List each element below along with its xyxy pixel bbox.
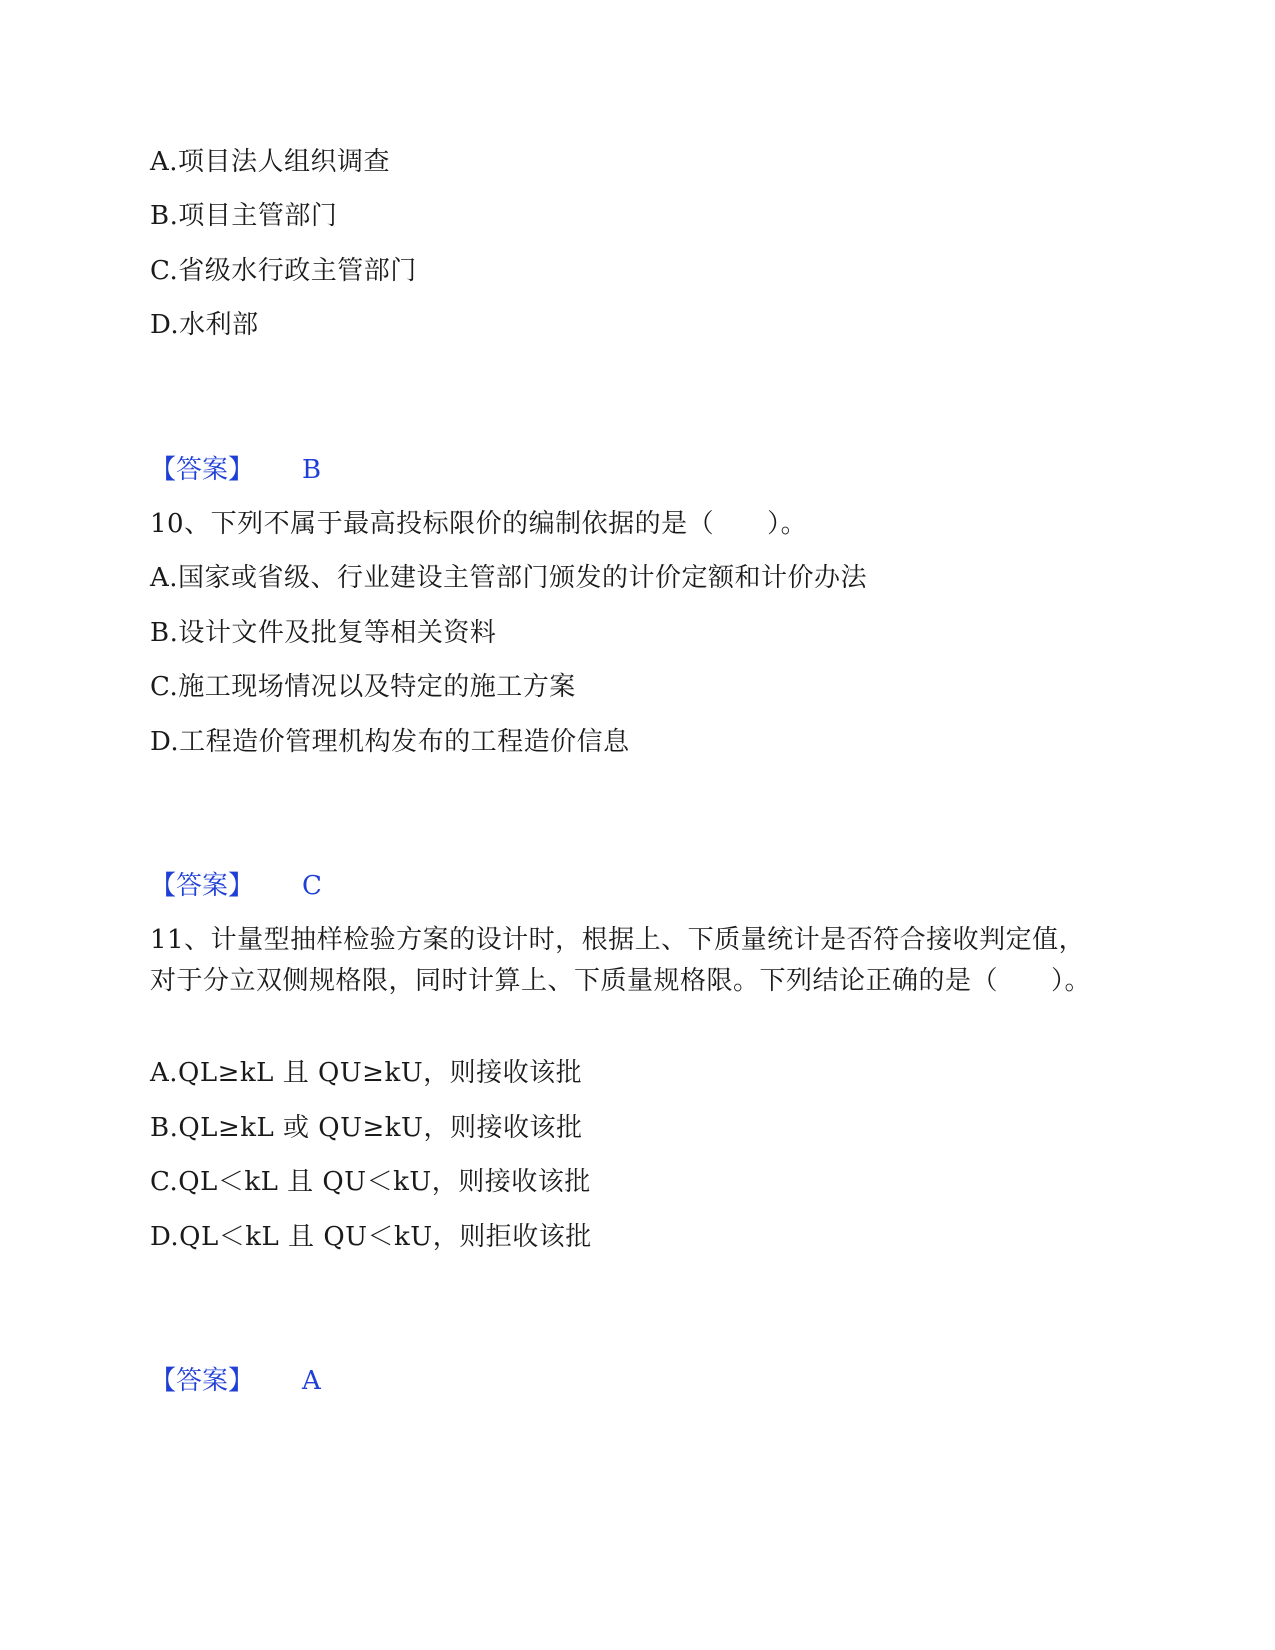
- answer-value: B: [302, 455, 322, 485]
- answer-label: 【答案】: [150, 871, 255, 901]
- q9-option-b: B.项目主管部门: [150, 201, 338, 231]
- q10-answer: [150, 866, 322, 906]
- q11-option-b: B.QL≥kL 或 QU≥kU，则接收该批: [150, 1113, 583, 1143]
- q11-option-c: C.QL＜kL 且 QU＜kU，则接收该批: [150, 1167, 591, 1197]
- q9-option-a: A.项目法人组织调查: [150, 147, 391, 177]
- q11-stem: 11、计量型抽样检验方案的设计时，根据上、下质量统计是否符合接收判定值，对于分立双侧规格限，同时计算上、下质量规格限。下列结论正确的是（ ）。: [150, 925, 1092, 996]
- q11-answer: [150, 1361, 321, 1401]
- q11-option-a: A.QL≥kL 且 QU≥kU，则接收该批: [150, 1058, 583, 1088]
- answer-value: C: [302, 871, 322, 901]
- q10-option-a: A.国家或省级、行业建设主管部门颁发的计价定额和计价办法: [150, 563, 868, 593]
- q10-stem: 10、下列不属于最高投标限价的编制依据的是（ ）。: [150, 509, 808, 539]
- q9-answer: [150, 450, 321, 490]
- answer-value: A: [302, 1366, 321, 1396]
- q11-option-d: D.QL＜kL 且 QU＜kU，则拒收该批: [150, 1222, 592, 1252]
- answer-label: 【答案】: [150, 455, 255, 485]
- answer-label: 【答案】: [150, 1366, 255, 1396]
- q9-option-d: D.水利部: [150, 310, 259, 340]
- q10-option-b: B.设计文件及批复等相关资料: [150, 618, 497, 648]
- q9-option-c: C.省级水行政主管部门: [150, 256, 417, 286]
- q10-option-c: C.施工现场情况以及特定的施工方案: [150, 672, 576, 702]
- q10-option-d: D.工程造价管理机构发布的工程造价信息: [150, 727, 630, 757]
